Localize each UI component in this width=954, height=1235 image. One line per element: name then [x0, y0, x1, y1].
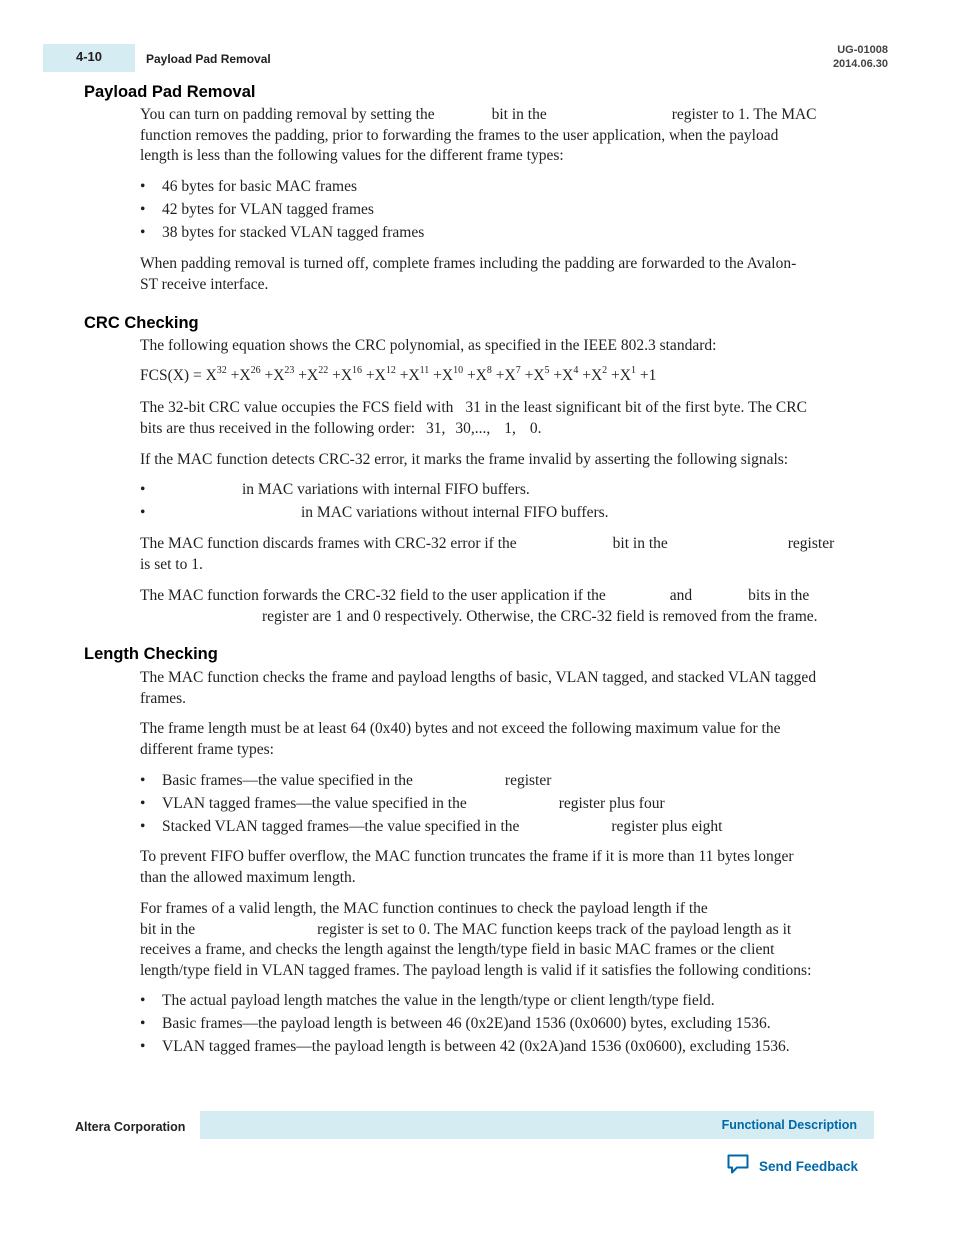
doc-id: UG-01008	[837, 44, 888, 56]
page-number: 4-10	[76, 49, 103, 64]
doc-date: 2014.06.30	[832, 58, 888, 70]
paragraph: If the MAC function detects CRC-32 error, it marks the frame invalid by asserting the following signals:	[140, 451, 789, 468]
send-feedback-link[interactable]	[726, 1154, 858, 1178]
paragraph: You can turn on padding removal by setting the bit in the register to 1. The MAC function removes the padding, prior to forwarding the frames to the user application, when the payload length is less than the following values for the different frame types:	[140, 106, 817, 164]
send-feedback-label: Send Feedback	[759, 1158, 859, 1174]
footer-chapter-link[interactable]: Functional Description	[721, 1118, 857, 1132]
paragraph: To prevent FIFO buffer overflow, the MAC function truncates the frame if it is more than 11 bytes longer than the allowed maximum length.	[140, 848, 794, 886]
crc-equation: $FCS(X) = X^{32} +X^{26} +X^{23} +X^{22} +X^{16} +X^{12} +X^{11} +X^{10} +X^8 +X^7 +X^5 +X^4 +X^2 +X^1 +1$	[140, 365, 657, 384]
paragraph: When padding removal is turned off, complete frames including the padding are forwarded to the Avalon- ST receive interface.	[140, 255, 797, 293]
paragraph: The MAC function checks the frame and payload lengths of basic, VLAN tagged, and stacked VLAN tagged frames.	[140, 669, 817, 707]
heading-payload-pad-removal: Payload Pad Removal	[84, 83, 256, 101]
heading-crc-checking: CRC Checking	[84, 314, 199, 332]
speech-bubble-icon	[726, 1153, 750, 1180]
paragraph: The following equation shows the CRC polynomial, as specified in the IEEE 802.3 standard:	[140, 337, 717, 354]
paragraph: The 32-bit CRC value occupies the FCS field with 31 in the least significant bit of the first byte. The CRC bits are thus received in the following order: 31, 30,..., 1, 0.	[140, 399, 807, 437]
paragraph: The frame length must be at least 64 (0x40) bytes and not exceed the following maximum value for the different frame types:	[140, 720, 781, 758]
header-doc-info	[833, 43, 888, 71]
paragraph: The MAC function discards frames with CRC-32 error if the bit in the register is set to 1.	[140, 535, 835, 573]
paragraph: The MAC function forwards the CRC-32 field to the user application if the and bits in the register are 1 and 0 respectively. Otherwise, the CRC-32 field is removed from the frame.	[140, 587, 818, 625]
heading-length-checking: Length Checking	[84, 645, 218, 663]
footer-company: Altera Corporation	[75, 1120, 186, 1134]
paragraph: For frames of a valid length, the MAC function continues to check the payload length if the bit in the register is set to 0. The MAC function keeps track of the payload length as it receives a frame, and checks the length against the length/type field in basic MAC frames or the client length/type field in VLAN tagged frames. The payload length is valid if it satisfies the following conditions:	[140, 900, 812, 979]
header-section-title: Payload Pad Removal	[146, 52, 271, 66]
